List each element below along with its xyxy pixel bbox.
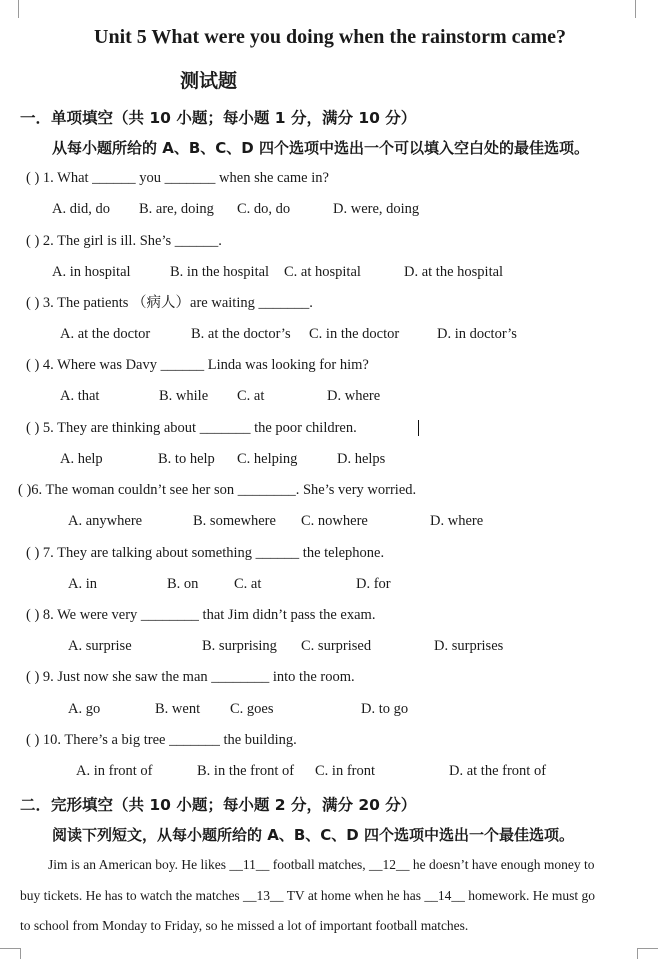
passage-line-2: buy tickets. He has to watch the matches __13__ TV at home when he has __14__ homework. He must go (20, 888, 596, 903)
q9-option-b: B. went (155, 701, 201, 717)
q7-option-c: C. at (234, 576, 262, 592)
document-subtitle: 测试题 (180, 70, 238, 92)
q7-option-d: D. for (356, 576, 391, 592)
q9-option-c: C. goes (230, 701, 274, 717)
q5-option-b: B. to help (158, 451, 215, 467)
q9-option-a: A. go (68, 701, 101, 717)
q1-option-c: C. do, do (237, 201, 291, 217)
question-9: ( ) 9. Just now she saw the man ________ into the room. (26, 669, 355, 685)
question-4: ( ) 4. Where was Davy ______ Linda was looking for him? (26, 357, 369, 373)
section1-instruction: 从每小题所给的 A、B、C、D 四个选项中选出一个可以填入空白处的最佳选项。 (52, 139, 589, 157)
crop-mark-top-left (0, 0, 19, 18)
question-3: ( ) 3. The patients （病人）are waiting _______. (26, 295, 313, 311)
q9-option-d: D. to go (361, 701, 409, 717)
q4-option-b: B. while (159, 388, 209, 404)
q6-option-c: C. nowhere (301, 513, 368, 529)
q4-option-a: A. that (60, 388, 100, 404)
q8-option-c: C. surprised (301, 638, 372, 654)
q8-option-a: A. surprise (68, 638, 132, 654)
crop-mark-top-right (635, 0, 658, 18)
question-7: ( ) 7. They are talking about something ______ the telephone. (26, 545, 385, 561)
q2-option-c: C. at hospital (284, 264, 361, 280)
q4-option-c: C. at (237, 388, 265, 404)
q7-option-b: B. on (167, 576, 199, 592)
q10-option-d: D. at the front of (449, 763, 547, 779)
section2-instruction: 阅读下列短文，从每小题所给的 A、B、C、D 四个选项中选出一个最佳选项。 (52, 826, 574, 844)
q6-option-a: A. anywhere (68, 513, 143, 529)
q2-option-b: B. in the hospital (170, 264, 270, 280)
q1-option-d: D. were, doing (333, 201, 420, 217)
question-6: ( )6. The woman couldn’t see her son ________. She’s very worried. (18, 482, 417, 498)
crop-mark-bottom-left (0, 948, 21, 959)
q6-option-d: D. where (430, 513, 484, 529)
crop-mark-bottom-right (637, 948, 658, 959)
q4-option-d: D. where (327, 388, 381, 404)
q10-option-b: B. in the front of (197, 763, 295, 779)
q2-option-d: D. at the hospital (404, 264, 504, 280)
passage-line-1: Jim is an American boy. He likes __11__ football matches, __12__ he doesn’t have enough money to (48, 857, 595, 872)
text-cursor (418, 420, 419, 436)
q6-option-b: B. somewhere (193, 513, 276, 529)
q3-option-c: C. in the doctor (309, 326, 400, 342)
section1-heading: 一．单项填空（共 10 小题；每小题 1 分，满分 10 分） (20, 109, 417, 127)
section2-heading: 二．完形填空（共 10 小题；每小题 2 分，满分 20 分） (20, 796, 417, 814)
q1-option-b: B. are, doing (139, 201, 214, 217)
q7-option-a: A. in (68, 576, 97, 592)
q10-option-c: C. in front (315, 763, 376, 779)
q8-option-d: D. surprises (434, 638, 504, 654)
question-10: ( ) 10. There’s a big tree _______ the building. (26, 732, 297, 748)
q5-option-c: C. helping (237, 451, 298, 467)
passage-line-3: to school from Monday to Friday, so he missed a lot of important football matches. (20, 918, 469, 933)
q3-option-a: A. at the doctor (60, 326, 151, 342)
question-1: ( ) 1. What ______ you _______ when she came in? (26, 170, 329, 186)
q3-option-b: B. at the doctor’s (191, 326, 291, 342)
question-5: ( ) 5. They are thinking about _______ the poor children. (26, 420, 357, 436)
question-2: ( ) 2. The girl is ill. She’s ______. (26, 233, 222, 249)
q2-option-a: A. in hospital (52, 264, 131, 280)
document-title: Unit 5 What were you doing when the rainstorm came? (94, 26, 567, 48)
question-8: ( ) 8. We were very ________ that Jim didn’t pass the exam. (26, 607, 376, 623)
q5-option-a: A. help (60, 451, 103, 467)
q3-option-d: D. in doctor’s (437, 326, 517, 342)
q10-option-a: A. in front of (76, 763, 153, 779)
q1-option-a: A. did, do (52, 201, 110, 217)
q8-option-b: B. surprising (202, 638, 277, 654)
q5-option-d: D. helps (337, 451, 386, 467)
